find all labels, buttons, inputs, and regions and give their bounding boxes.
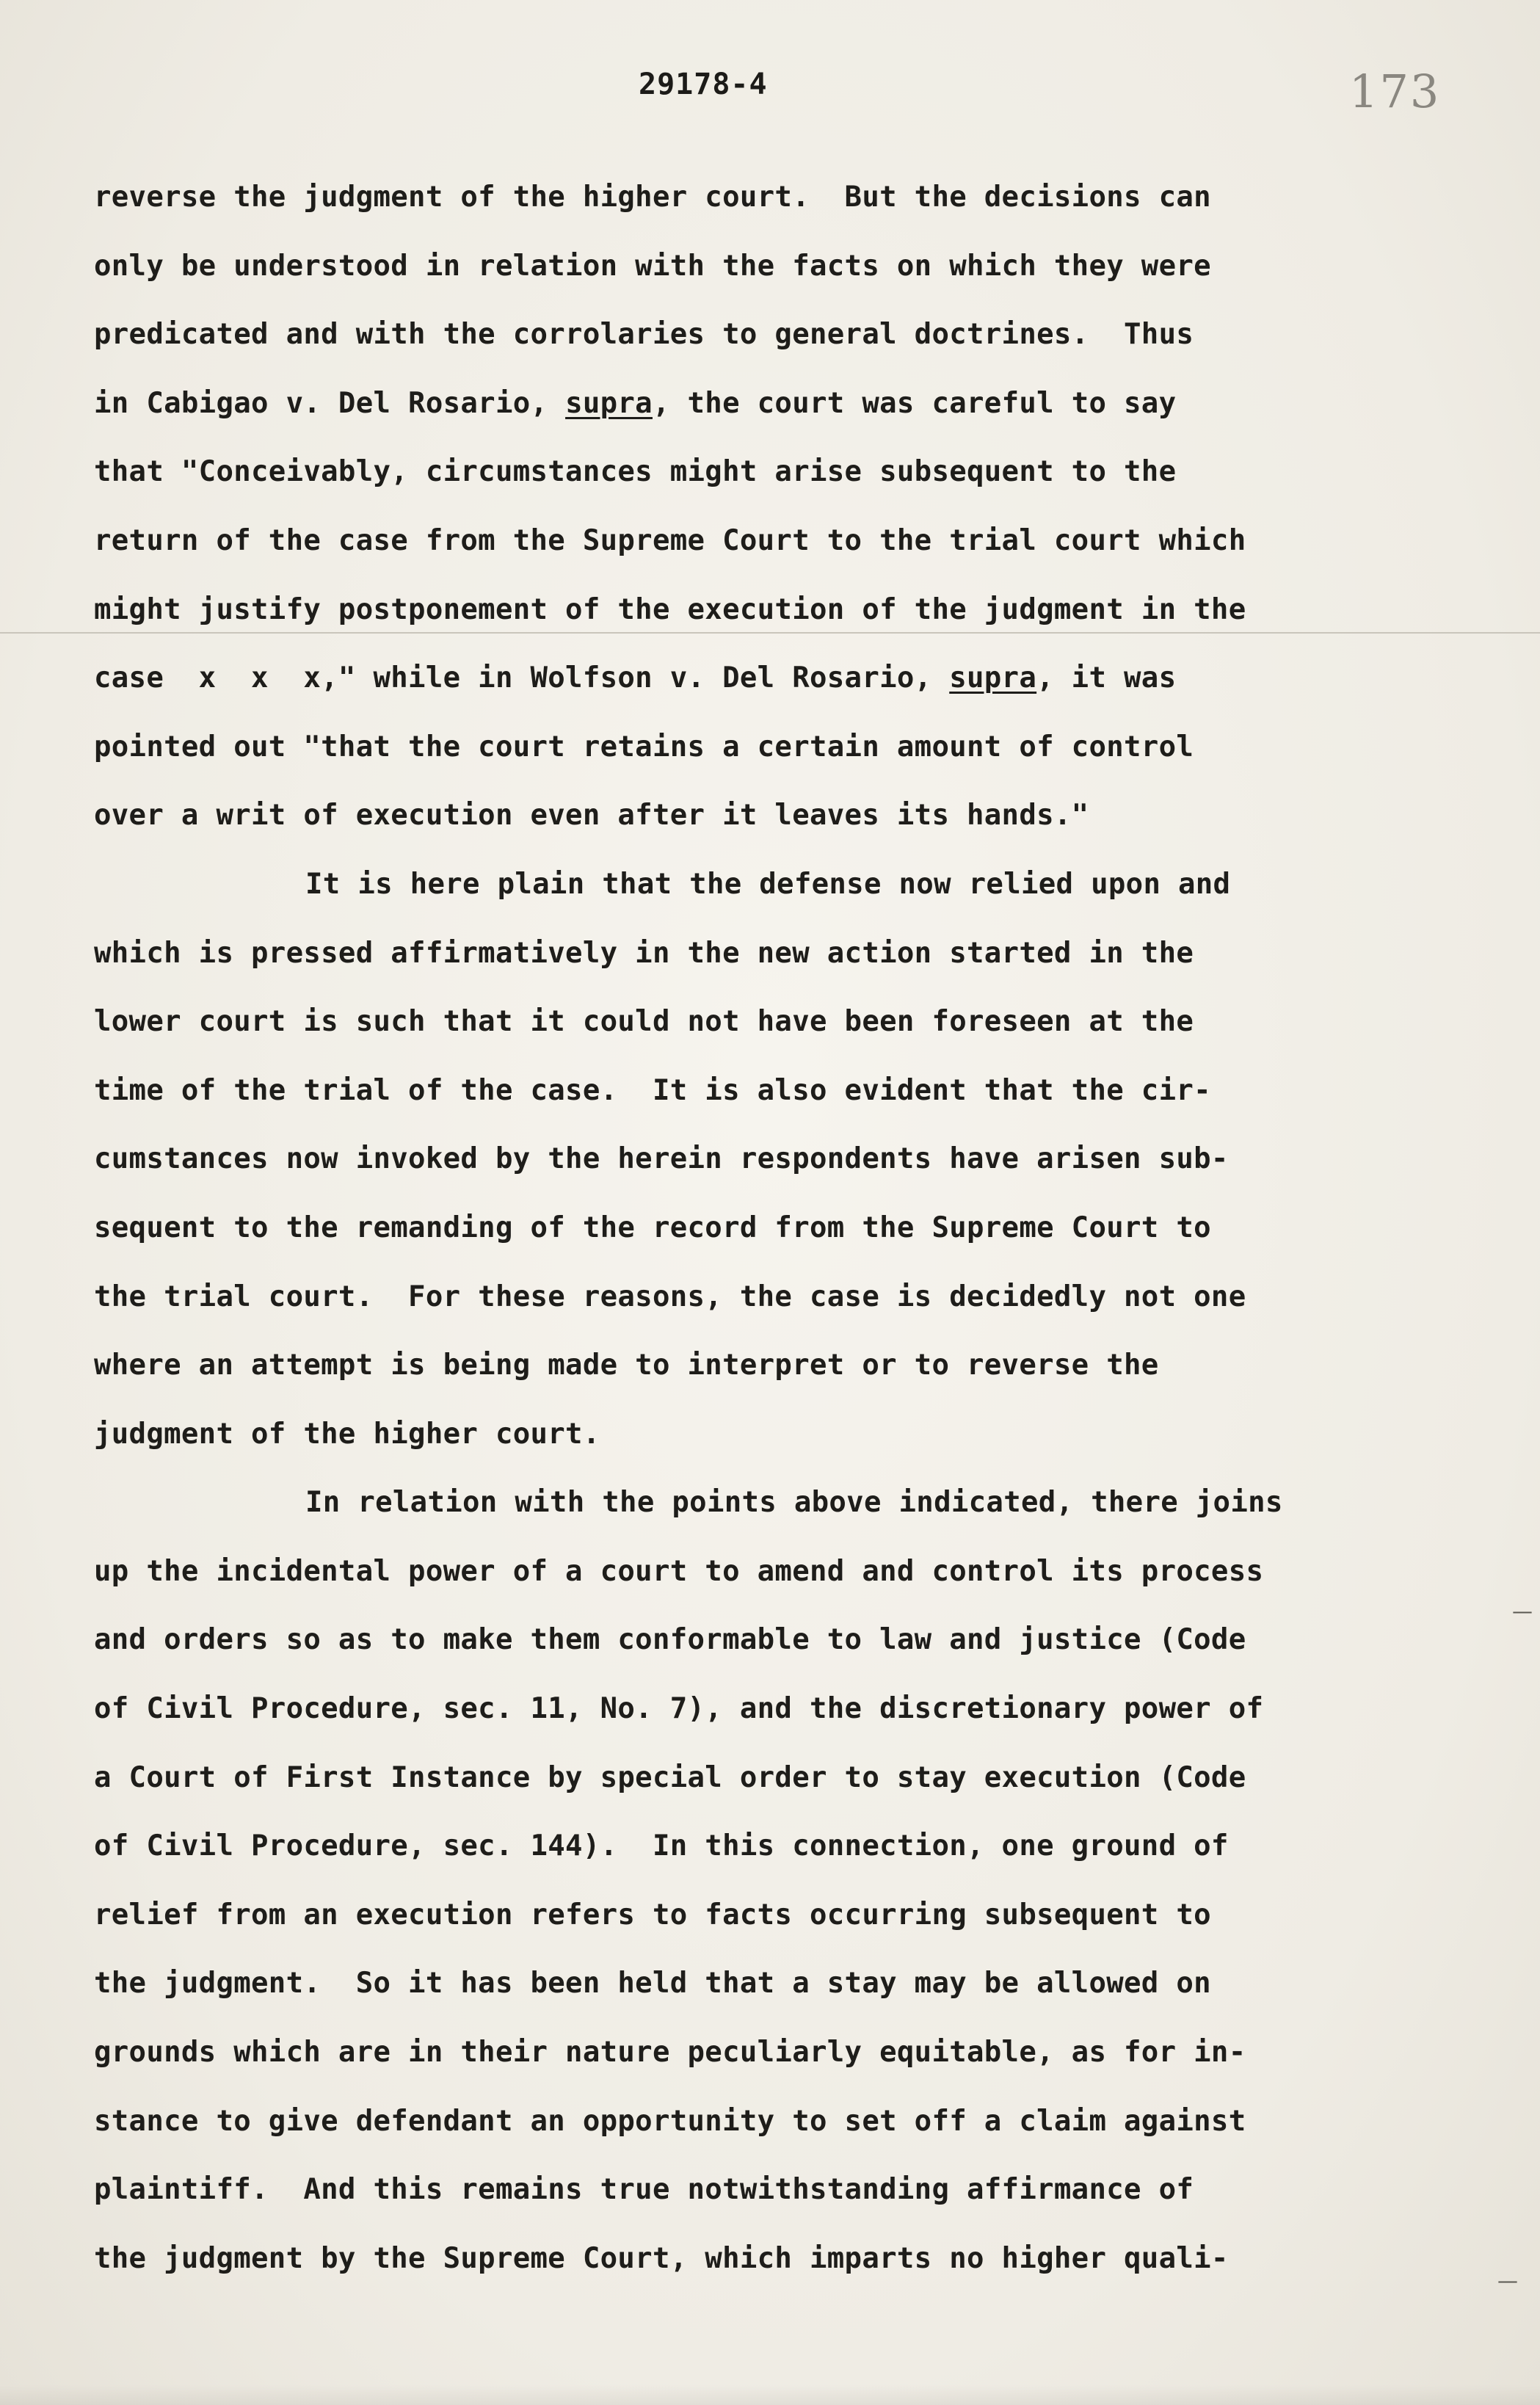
text-line	[94, 644, 1489, 713]
text-line: cumstances now invoked by the herein respondents have arisen sub-	[94, 1142, 1229, 1176]
text-line: up the incidental power of a court to amend and control its process	[94, 1554, 1264, 1588]
text-line: relief from an execution refers to facts occurring subsequent to	[94, 1898, 1211, 1931]
text-line: the trial court. For these reasons, the case is decidedly not one	[94, 1280, 1246, 1313]
text-line: stance to give defendant an opportunity to set off a claim against	[94, 2104, 1246, 2138]
supra-underlined: supra	[565, 386, 653, 420]
text-span: in Cabigao v. Del Rosario,	[94, 386, 566, 420]
text-line: sequent to the remanding of the record from the Supreme Court to	[94, 1211, 1211, 1244]
body-text	[94, 163, 1489, 2293]
text-line: of Civil Procedure, sec. 144). In this connection, one ground of	[94, 1829, 1229, 1863]
paragraph-start-line: It is here plain that the defense now relied upon and	[305, 867, 1231, 901]
text-line: lower court is such that it could not have been foreseen at the	[94, 1005, 1194, 1039]
margin-dash-mark: —	[1497, 2268, 1518, 2293]
text-line: only be understood in relation with the facts on which they were	[94, 249, 1211, 283]
text-span: case x x x," while in Wolfson v. Del Rosario,	[94, 661, 950, 695]
text-line: reverse the judgment of the higher court. But the decisions can	[94, 181, 1211, 214]
text-span: , it was	[1036, 661, 1177, 695]
text-line: pointed out "that the court retains a certain amount of control	[94, 730, 1194, 763]
text-line: plaintiff. And this remains true notwithstanding affirmance of	[94, 2173, 1194, 2207]
text-line: where an attempt is being made to interpret or to reverse the	[94, 1349, 1159, 1382]
paragraph-start-line: In relation with the points above indicated, there joins	[305, 1486, 1283, 1520]
text-line: might justify postponement of the execution of the judgment in the	[94, 592, 1246, 626]
text-line: which is pressed affirmatively in the new action started in the	[94, 936, 1194, 970]
text-line: the judgment. So it has been held that a stay may be allowed on	[94, 1967, 1211, 2000]
text-line: the judgment by the Supreme Court, which imparts no higher quali-	[94, 2241, 1229, 2275]
supra-underlined: supra	[949, 661, 1037, 695]
document-number: 29178-4	[639, 68, 768, 101]
text-line	[94, 369, 1489, 438]
scan-edge-shadow	[0, 2384, 1540, 2405]
text-line: grounds which are in their nature peculiarly equitable, as for in-	[94, 2036, 1246, 2070]
page-number-stamp: 173	[1349, 65, 1441, 118]
text-line: over a writ of execution even after it leaves its hands."	[94, 799, 1089, 832]
text-line: return of the case from the Supreme Court to the trial court which	[94, 523, 1246, 557]
text-span: , the court was careful to say	[652, 386, 1177, 420]
text-line: predicated and with the corrolaries to general doctrines. Thus	[94, 318, 1194, 352]
text-line: time of the trial of the case. It is also evident that the cir-	[94, 1073, 1211, 1107]
text-line: that "Conceivably, circumstances might arise subsequent to the	[94, 455, 1177, 489]
text-line: a Court of First Instance by special order to stay execution (Code	[94, 1760, 1246, 1794]
margin-dash-mark: —	[1512, 1599, 1533, 1623]
text-line: and orders so as to make them conformable to law and justice (Code	[94, 1623, 1246, 1657]
text-line: of Civil Procedure, sec. 11, No. 7), and the discretionary power of	[94, 1692, 1264, 1726]
text-line: judgment of the higher court.	[94, 1417, 600, 1451]
